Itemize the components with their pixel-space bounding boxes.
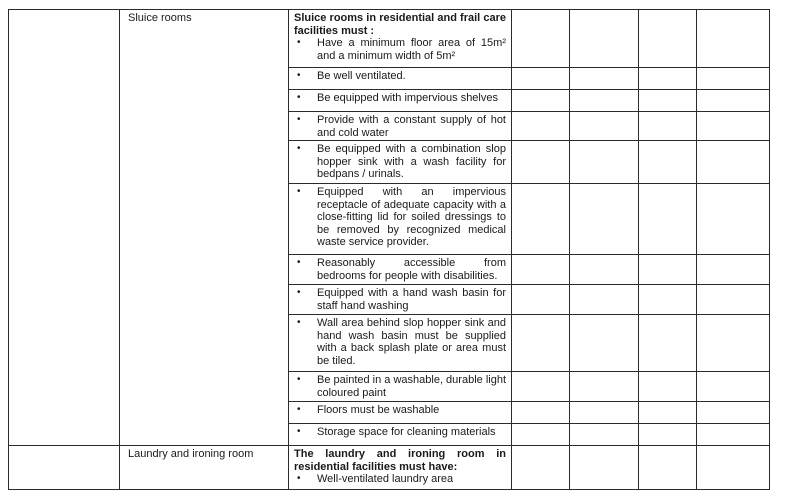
bullet-icon: •	[297, 143, 301, 154]
requirement-cell	[289, 315, 512, 372]
check-cell[interactable]	[697, 315, 770, 372]
list-item	[294, 143, 506, 181]
requirement-cell	[289, 68, 512, 90]
requirement-cell	[289, 10, 512, 68]
check-cell[interactable]	[512, 10, 570, 68]
area-label: Laundry and ironing room	[120, 446, 289, 490]
check-cell[interactable]	[639, 68, 697, 90]
check-cell[interactable]	[512, 402, 570, 424]
bullet-icon: •	[297, 287, 301, 298]
check-cell[interactable]	[570, 90, 639, 112]
table-row	[9, 10, 770, 68]
check-cell[interactable]	[639, 285, 697, 315]
check-cell[interactable]	[570, 372, 639, 402]
check-cell[interactable]	[512, 372, 570, 402]
list-item	[294, 317, 506, 367]
check-cell[interactable]	[639, 141, 697, 184]
list-item	[294, 426, 506, 439]
requirement-text: Be equipped with impervious shelves	[317, 92, 498, 104]
check-cell[interactable]	[697, 402, 770, 424]
list-item	[294, 114, 506, 139]
check-cell[interactable]	[639, 184, 697, 255]
requirements-table	[8, 9, 770, 490]
check-cell[interactable]	[639, 424, 697, 446]
list-item	[294, 287, 506, 312]
requirement-text: Storage space for cleaning materials	[317, 426, 496, 438]
check-cell[interactable]	[697, 285, 770, 315]
list-item	[294, 473, 506, 486]
check-cell[interactable]	[570, 184, 639, 255]
list-item	[294, 70, 506, 83]
check-cell[interactable]	[512, 255, 570, 285]
list-item	[294, 257, 506, 282]
list-item	[294, 374, 506, 399]
check-cell[interactable]	[697, 424, 770, 446]
table-row	[9, 446, 770, 490]
requirement-cell	[289, 446, 512, 490]
requirement-text: Be equipped with a combination slop hopper sink with a wash facility for bedpans / urinals.	[317, 143, 506, 180]
requirement-cell	[289, 255, 512, 285]
requirement-text: Equipped with a hand wash basin for staff hand washing	[317, 287, 506, 312]
requirement-cell	[289, 184, 512, 255]
requirement-cell	[289, 112, 512, 141]
check-cell[interactable]	[639, 315, 697, 372]
check-cell[interactable]	[512, 90, 570, 112]
check-cell[interactable]	[697, 184, 770, 255]
check-cell[interactable]	[570, 68, 639, 90]
requirement-cell	[289, 424, 512, 446]
check-cell[interactable]	[570, 315, 639, 372]
requirement-text: Be well ventilated.	[317, 70, 406, 82]
list-item	[294, 404, 506, 417]
check-cell[interactable]	[512, 184, 570, 255]
bullet-icon: •	[297, 186, 301, 197]
requirement-text: Provide with a constant supply of hot and cold water	[317, 114, 506, 139]
requirement-text: Equipped with an impervious receptacle of adequate capacity with a close-fitting lid for soiled dressings to be removed by recognized medical waste service provider.	[317, 186, 506, 248]
bullet-icon: •	[297, 473, 301, 484]
requirement-text: Well-ventilated laundry area	[317, 473, 454, 485]
check-cell[interactable]	[697, 90, 770, 112]
check-cell[interactable]	[639, 255, 697, 285]
check-cell[interactable]	[512, 112, 570, 141]
bullet-icon: •	[297, 374, 301, 385]
requirement-cell	[289, 402, 512, 424]
list-item	[294, 37, 506, 62]
bullet-icon: •	[297, 317, 301, 328]
check-cell[interactable]	[570, 255, 639, 285]
bullet-icon: •	[297, 70, 301, 81]
list-item	[294, 186, 506, 249]
requirement-text: Wall area behind slop hopper sink and hand wash basin must be supplied with a back splash plate or area must be tiled.	[317, 317, 506, 367]
check-cell[interactable]	[697, 446, 770, 490]
bullet-icon: •	[297, 426, 301, 437]
check-cell[interactable]	[570, 112, 639, 141]
bullet-icon: •	[297, 257, 301, 268]
section-heading: Sluice rooms in residential and frail care facilities must :	[294, 12, 506, 37]
section-spacer-cell	[9, 10, 120, 446]
bullet-icon: •	[297, 404, 301, 415]
requirement-cell	[289, 141, 512, 184]
bullet-icon: •	[297, 37, 301, 48]
check-cell[interactable]	[697, 68, 770, 90]
check-cell[interactable]	[639, 446, 697, 490]
check-cell[interactable]	[570, 424, 639, 446]
requirement-cell	[289, 90, 512, 112]
bullet-icon: •	[297, 114, 301, 125]
check-cell[interactable]	[639, 90, 697, 112]
check-cell[interactable]	[570, 446, 639, 490]
check-cell[interactable]	[512, 285, 570, 315]
check-cell[interactable]	[512, 424, 570, 446]
check-cell[interactable]	[639, 372, 697, 402]
requirement-text: Floors must be washable	[317, 404, 440, 416]
check-cell[interactable]	[639, 402, 697, 424]
check-cell[interactable]	[697, 112, 770, 141]
check-cell[interactable]	[512, 141, 570, 184]
requirement-text: Be painted in a washable, durable light coloured paint	[317, 374, 506, 399]
list-item	[294, 92, 506, 105]
check-cell[interactable]	[512, 446, 570, 490]
check-cell[interactable]	[570, 285, 639, 315]
section-spacer-cell	[9, 446, 120, 490]
requirement-text: Reasonably accessible from bedrooms for people with disabilities.	[317, 257, 506, 282]
area-label: Sluice rooms	[120, 10, 289, 446]
requirement-cell	[289, 285, 512, 315]
check-cell[interactable]	[697, 255, 770, 285]
check-cell[interactable]	[639, 10, 697, 68]
check-cell[interactable]	[697, 141, 770, 184]
check-cell[interactable]	[697, 372, 770, 402]
requirement-text: Have a minimum floor area of 15m² and a minimum width of 5m²	[317, 37, 506, 62]
requirement-cell	[289, 372, 512, 402]
check-cell[interactable]	[639, 112, 697, 141]
check-cell[interactable]	[570, 141, 639, 184]
check-cell[interactable]	[697, 10, 770, 68]
bullet-icon: •	[297, 92, 301, 103]
check-cell[interactable]	[570, 402, 639, 424]
check-cell[interactable]	[512, 68, 570, 90]
check-cell[interactable]	[512, 315, 570, 372]
check-cell[interactable]	[570, 10, 639, 68]
section-heading: The laundry and ironing room in residential facilities must have:	[294, 448, 506, 473]
